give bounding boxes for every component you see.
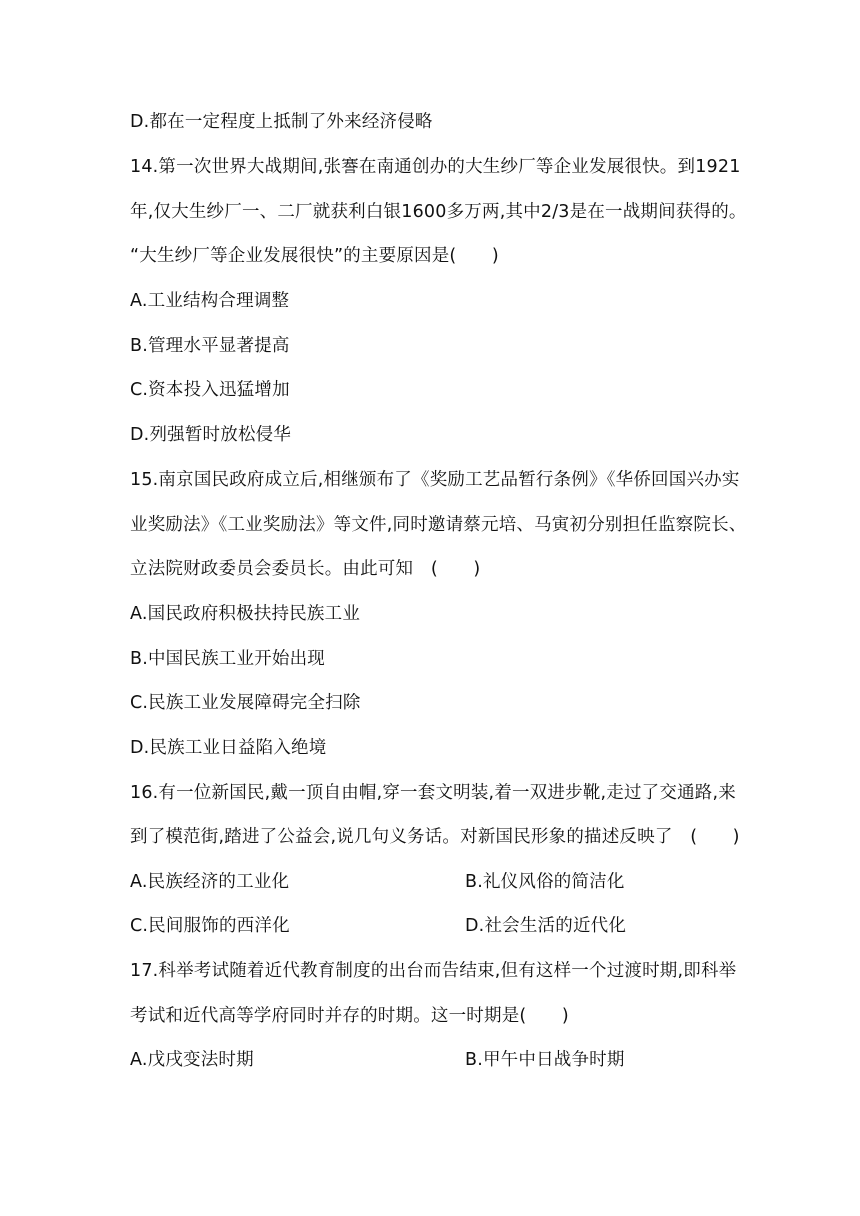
q17-option-b: B.甲午中日战争时期 [465, 1050, 625, 1070]
q15-stem-line1: 15.南京国民政府成立后,相继颁布了《奖励工艺品暂行条例》《华侨回国兴办实 [130, 470, 740, 490]
q15-option-d: D.民族工业日益陷入绝境 [130, 738, 327, 758]
q16-option-d: D.社会生活的近代化 [465, 916, 627, 936]
q14-option-d: D.列强暂时放松侵华 [130, 425, 292, 445]
q16-stem-line1: 16.有一位新国民,戴一顶自由帽,穿一套文明装,着一双进步靴,走过了交通路,来 [130, 783, 736, 803]
q15-option-b: B.中国民族工业开始出现 [130, 649, 325, 669]
q15-stem-line3: 立法院财政委员会委员长。由此可知 ( ) [130, 559, 481, 579]
q17-stem-line1: 17.科举考试随着近代教育制度的出台而告结束,但有这样一个过渡时期,即科举 [130, 961, 737, 981]
q16-stem-line2: 到了模范街,踏进了公益会,说几句义务话。对新国民形象的描述反映了 ( ) [130, 827, 740, 847]
q13-option-d: D.都在一定程度上抵制了外来经济侵略 [130, 112, 433, 132]
q15-stem-line2: 业奖励法》《工业奖励法》等文件,同时邀请蔡元培、马寅初分别担任监察院长、 [130, 515, 747, 535]
q15-option-a: A.国民政府积极扶持民族工业 [130, 604, 361, 624]
q16-option-b: B.礼仪风俗的简洁化 [465, 872, 625, 892]
q14-stem-line2: 年,仅大生纱厂一、二厂就获利白银1600多万两,其中2/3是在一战期间获得的。 [130, 202, 747, 222]
q14-option-a: A.工业结构合理调整 [130, 291, 290, 311]
q14-stem-line3: “大生纱厂等企业发展很快”的主要原因是( ) [130, 246, 499, 266]
q14-stem-line1: 14.第一次世界大战期间,张謇在南通创办的大生纱厂等企业发展很快。到1921 [130, 157, 741, 177]
q17-option-a: A.戊戌变法时期 [130, 1050, 254, 1070]
q15-option-c: C.民族工业发展障碍完全扫除 [130, 693, 361, 713]
q17-stem-line2: 考试和近代高等学府同时并存的时期。这一时期是( ) [130, 1006, 569, 1026]
q16-option-a: A.民族经济的工业化 [130, 872, 290, 892]
q14-option-c: C.资本投入迅猛增加 [130, 380, 290, 400]
q14-option-b: B.管理水平显著提高 [130, 336, 290, 356]
q16-option-c: C.民间服饰的西洋化 [130, 916, 290, 936]
